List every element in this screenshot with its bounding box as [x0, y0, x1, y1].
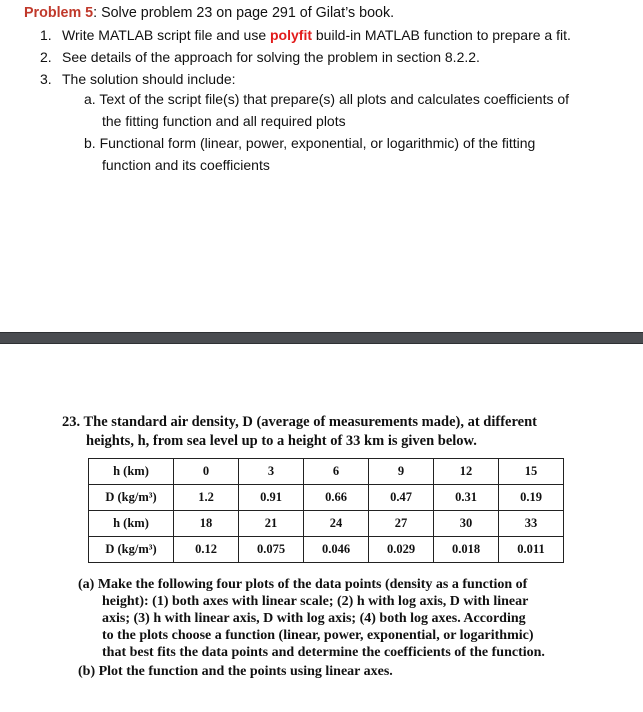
row-label: D (kg/m³): [89, 537, 174, 563]
part-a-line3: axis; (3) h with linear axis, D with log axis; (4) both log axes. According: [102, 611, 526, 626]
polyfit-keyword: polyfit: [270, 27, 312, 43]
table-row: h (km) 0 3 6 9 12 15: [89, 459, 564, 485]
list-item-1: 1. Write MATLAB script file and use polyfit build-in MATLAB function to prepare a fit.: [40, 27, 571, 43]
part-a-line2: height): (1) both axes with linear scale; (2) h with log axis, D with linear: [102, 594, 529, 609]
part-b-line: (b) Plot the function and the points using linear axes.: [78, 664, 393, 679]
part-a-line1: (a) Make the following four plots of the data points (density as a function of: [78, 577, 528, 592]
sub-item-b-line1: b. Functional form (linear, power, exponential, or logarithmic) of the fitting: [84, 135, 536, 151]
part-a-line5: that best fits the data points and determine the coefficients of the function.: [102, 645, 545, 660]
sub-item-b-line2: function and its coefficients: [102, 157, 270, 173]
problem-23-line1: 23. The standard air density, D (average of measurements made), at different: [62, 414, 537, 430]
problem-23-line2: heights, h, from sea level up to a height of 33 km is given below.: [86, 433, 477, 449]
problem-description: : Solve problem 23 on page 291 of Gilat’s book.: [93, 5, 395, 21]
list-item-2: 2. See details of the approach for solving the problem in section 8.2.2.: [40, 49, 480, 65]
table-row: D (kg/m³) 0.12 0.075 0.046 0.029 0.018 0.011: [89, 537, 564, 563]
density-table: [88, 458, 564, 563]
row-label: D (kg/m³): [89, 485, 174, 511]
sub-item-a-line2: the fitting function and all required plots: [102, 113, 346, 129]
section-divider: [0, 332, 643, 344]
part-a-line4: to the plots choose a function (linear, power, exponential, or logarithmic): [102, 628, 534, 643]
row-label: h (km): [89, 511, 174, 537]
problem-heading: [24, 4, 394, 22]
problem-label: Problem 5: [24, 5, 94, 21]
sub-item-a-line1: a. Text of the script file(s) that prepare(s) all plots and calculates coefficients of: [84, 91, 570, 107]
list-item-3: 3. The solution should include:: [40, 71, 236, 87]
row-label: h (km): [89, 459, 174, 485]
table-row: D (kg/m³) 1.2 0.91 0.66 0.47 0.31 0.19: [89, 485, 564, 511]
table-row: h (km) 18 21 24 27 30 33: [89, 511, 564, 537]
